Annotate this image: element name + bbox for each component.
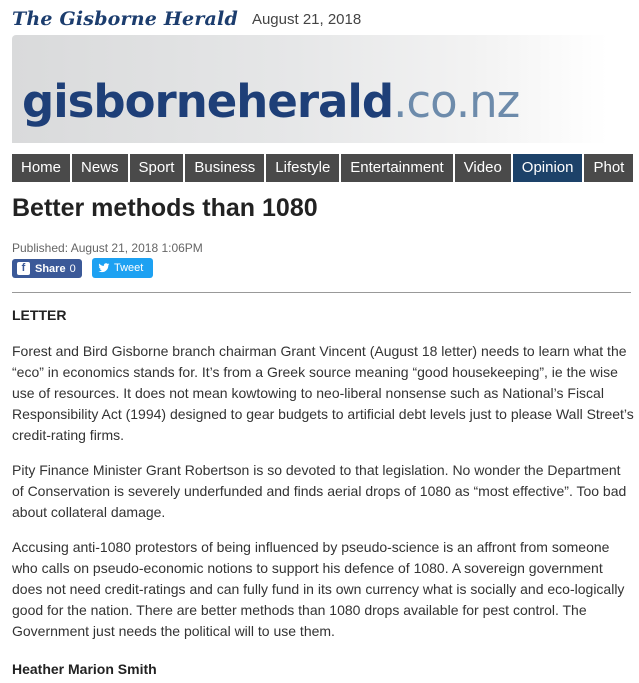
- nav-sport[interactable]: Sport: [130, 154, 184, 182]
- nav-photos[interactable]: Phot: [584, 154, 633, 182]
- published-date: Published: August 21, 2018 1:06PM: [12, 241, 203, 255]
- brand-tld-text: .co.nz: [393, 75, 520, 128]
- nav-entertainment[interactable]: Entertainment: [341, 154, 452, 182]
- site-banner[interactable]: [12, 35, 639, 143]
- masthead-logo[interactable]: The Gisborne Herald: [12, 8, 238, 30]
- nav-video[interactable]: Video: [455, 154, 511, 182]
- twitter-bird-icon: [98, 262, 110, 274]
- banner-brand: [22, 75, 520, 128]
- nav-opinion[interactable]: Opinion: [513, 154, 583, 182]
- article-paragraph: Accusing anti-1080 protestors of being influenced by pseudo-science is an affront from someone who calls on pseudo-economic notions to support his defence of 1080. A sovereign government does not need credit-ratings and can fully fund in its own currency what is socially and eco-logically good for the nation. There are better methods than 1080 drops available for pest control. The Government just needs the political will to use them.: [12, 539, 625, 639]
- share-label: Share: [35, 262, 66, 275]
- top-bar: [12, 6, 361, 32]
- nav-home[interactable]: Home: [12, 154, 70, 182]
- article-paragraph: Forest and Bird Gisborne branch chairman Grant Vincent (August 18 letter) needs to learn what the “eco” in economics stands for. It’s from a Greek source meaning “good housekeeping”, ie the wise use of resources. It does not mean kowtowing to neo-liberal nonsense such as National’s Fiscal Responsibility Act (1994) designed to gear budgets to artificial debt levels just to please Wall Street’s credit-rating firms.: [12, 343, 634, 443]
- article-author: Heather Marion Smith: [12, 661, 157, 677]
- facebook-icon: f: [17, 262, 30, 275]
- nav-lifestyle[interactable]: Lifestyle: [266, 154, 339, 182]
- header-date: August 21, 2018: [251, 10, 362, 28]
- article-paragraph: Pity Finance Minister Grant Robertson is so devoted to that legislation. No wonder the Department of Conservation is severely underfunded and finds aerial drops of 1080 as “most effective”. Too bad about collateral damage.: [12, 462, 627, 520]
- divider: [12, 292, 631, 293]
- tweet-label: Tweet: [114, 262, 144, 274]
- main-nav: [12, 154, 639, 182]
- nav-news[interactable]: News: [72, 154, 128, 182]
- article-title: Better methods than 1080: [12, 194, 318, 222]
- brand-main-text: gisborneherald: [22, 75, 394, 128]
- share-count: 0: [69, 262, 76, 275]
- section-label: LETTER: [12, 307, 67, 323]
- nav-business[interactable]: Business: [185, 154, 264, 182]
- tweet-button[interactable]: [92, 258, 153, 278]
- facebook-share-button[interactable]: [12, 259, 82, 278]
- article-body: [12, 341, 634, 656]
